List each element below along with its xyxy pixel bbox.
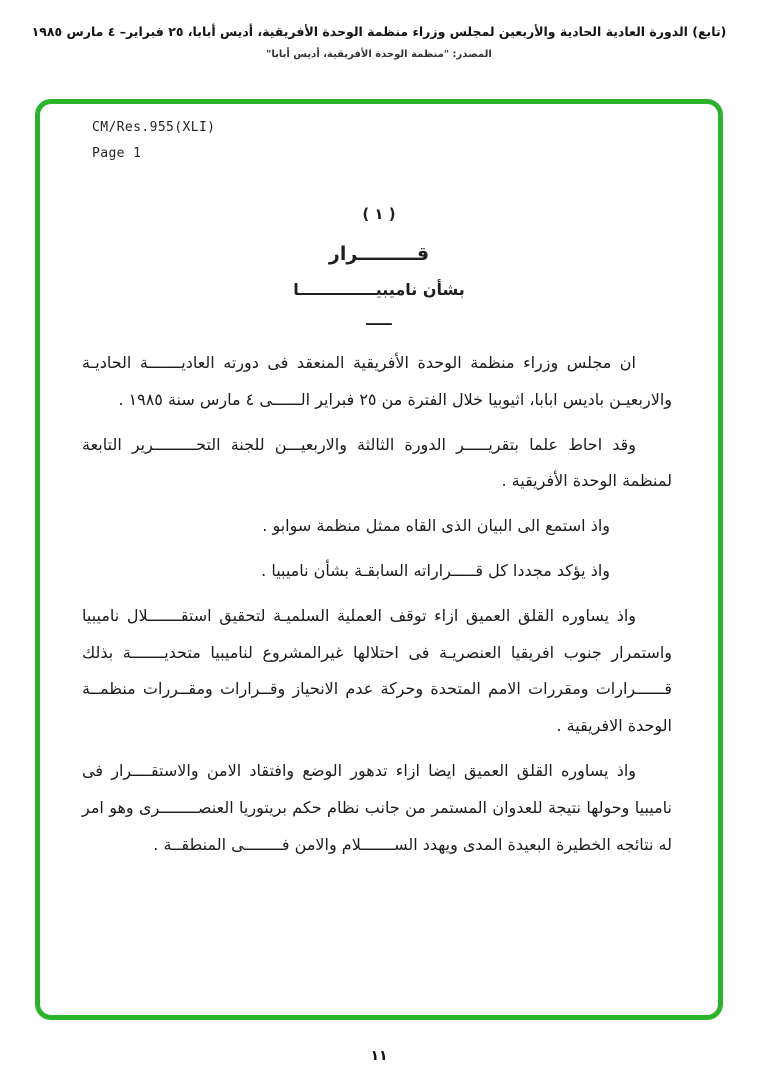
resolution-subtitle: بشأن ناميبيــــــــــــــا xyxy=(293,280,465,299)
scanned-document-frame xyxy=(35,99,723,1020)
catalog-header xyxy=(0,24,758,60)
resolution-title: قـــــــــرار xyxy=(328,243,430,265)
body-paragraph: واذ يساوره القلق العميق ازاء توقف العملية السلميـة لتحقيق استقـــــــلال ناميبيا واستمرار جنوب افريقيا العنصريـة فى احتلالها غيرالمشروع لناميبيا متحديـــــــة بذلك قــــــرارات ومقررات الامم المتحدة وحركة عدم الانحياز وقــرارات ومقــررات منظمــة الوحدة الافريقية . xyxy=(82,605,672,736)
body-paragraph: وقد احاط علما بتقريـــــر الدورة الثالثة والاربعيـــن للجنة التحـــــــــرير التابعة لمنظمة الوحدة الأفريقية . xyxy=(82,434,672,491)
body-paragraph: واذ يؤكد مجددا كل قـــــراراته السابقـة بشأن ناميبيا . xyxy=(261,560,610,580)
source-caption: المصدر: "منظمة الوحدة الأفريقية، أديس أبابا" xyxy=(266,49,492,60)
body-paragraph: ان مجلس وزراء منظمة الوحدة الأفريقية المنعقد فى دورته العاديـــــــة الحاديـة والاربعيـن باديس ابابا، اثيوبيا خلال الفترة من ٢٥ فبراير الــــــى ٤ مارس سنة ١٩٨٥ . xyxy=(82,353,672,409)
resolution-body xyxy=(82,345,672,863)
item-number: ( ١ ) xyxy=(362,205,396,223)
divider-dash: ـــــ xyxy=(366,311,392,329)
document-reference: CM/Res.955(XLI) xyxy=(92,120,216,135)
page-number: ١١ xyxy=(370,1048,388,1064)
body-paragraph: واذ يساوره القلق العميق ايضا ازاء تدهور الوضع وافتقاد الامن والاستقــــرار فى ناميبيا وحولها نتيجة للعدوان المستمر من جانب نظام حكم بريتوريا العنصــــــــرى وهو امر له نتائجه الخطيرة البعيدة المدى ويهدد الســـــــلام والامن فــــــــى المنطقــة . xyxy=(82,760,672,854)
session-caption: (تابع) الدورة العادية الحادية والأربعين لمجلس وزراء منظمة الوحدة الأفريقية، أديس أبابا، ٢٥ فبراير– ٤ مارس ١٩٨٥ xyxy=(31,24,727,39)
document-page-label: Page 1 xyxy=(92,146,142,161)
body-paragraph: واذ استمع الى البيان الذى القاه ممثل منظمة سوابو . xyxy=(262,516,610,536)
